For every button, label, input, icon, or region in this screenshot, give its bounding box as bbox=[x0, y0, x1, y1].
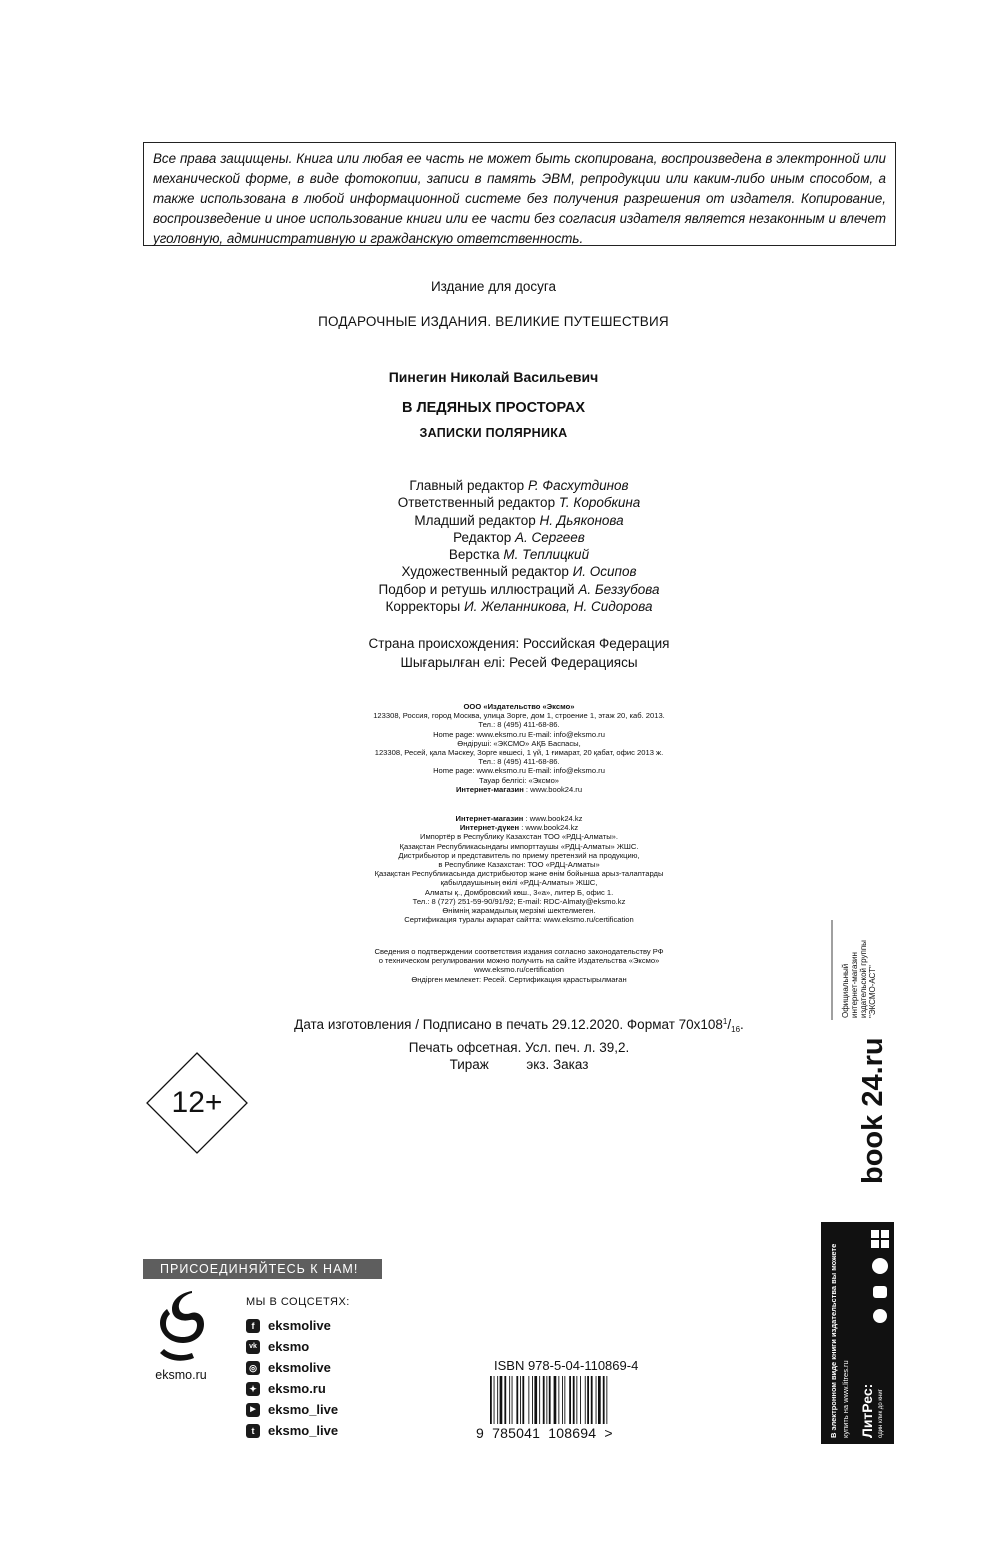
litres-brand: ЛитРес: bbox=[859, 1383, 875, 1438]
cert-line: Сведения о подтверждении соответствия издания согласно законодательству РФ bbox=[374, 947, 664, 956]
social-handle: eksmo_live bbox=[268, 1402, 339, 1417]
print-date-format: Дата изготовления / Подписано в печать 29.12.2020. Формат $70х108^1/_{16}$. bbox=[294, 1017, 744, 1034]
cert-line: о техническом регулировании можно получить на сайте Издательства «Эксмо» bbox=[378, 956, 660, 966]
instagram-icon: ◎ bbox=[246, 1361, 260, 1375]
social-item-youtube[interactable] bbox=[246, 1399, 338, 1420]
publisher-line: Тауар белгісі: «Эксмо» bbox=[478, 775, 560, 785]
social-handle: eksmolive bbox=[268, 1360, 331, 1375]
publisher-line: Тел.: 8 (495) 411-68-86. bbox=[478, 720, 560, 730]
book24-caption-line: "ЭКСМО-АСТ" bbox=[868, 965, 877, 1018]
youtube-icon: ▶ bbox=[246, 1403, 260, 1417]
shop-line: Интернет-магазин : www.book24.ru bbox=[455, 784, 583, 794]
kz-line: Алматы қ., Домбровский көш., 3«а», литер Б, офис 1. bbox=[424, 887, 614, 897]
litres-tagline: один клик до книг bbox=[878, 1389, 884, 1438]
credit-line: Подбор и ретушь иллюстраций А. Беззубова bbox=[378, 581, 660, 597]
kz-line: Дистрибьютор и представитель по приему претензий на продукцию, bbox=[398, 850, 640, 860]
credit-line: Корректоры И. Желанникова, Н. Сидорова bbox=[385, 599, 653, 615]
credit-line: Верстка М. Теплицкий bbox=[448, 547, 590, 563]
social-handle: eksmolive bbox=[268, 1318, 331, 1333]
credits bbox=[0, 477, 987, 615]
publisher-name: ООО «Издательство «Эксмо» bbox=[463, 702, 575, 711]
kz-line: Қазақстан Республикасында дистрибьютор және өнім бойынша арыз-талаптарды bbox=[374, 869, 664, 879]
credit-line: Редактор А. Сергеев bbox=[453, 529, 585, 545]
edition-type: Издание для досуга bbox=[430, 279, 557, 294]
litres-line-1: В электронном виде книги издательства вы можете bbox=[829, 1243, 838, 1438]
book24-caption-line: издательской группы bbox=[859, 940, 868, 1018]
cert-line: Өндірген мемлекет: Ресей. Сертификация қарастырылмаған bbox=[411, 974, 627, 984]
country-of-origin bbox=[0, 634, 987, 672]
publisher-line: 123308, Ресей, қала Мәскеу, Зорге көшесі, 1 үй, 1 ғимарат, 20 қабат, офис 2013 ж. bbox=[374, 748, 664, 758]
book24-badge bbox=[830, 920, 892, 1200]
shop-line: Интернет-дүкен : www.book24.kz bbox=[459, 823, 579, 833]
credit-line: Художественный редактор И. Осипов bbox=[401, 564, 637, 580]
age-rating: 12+ bbox=[171, 1086, 223, 1119]
print-sheets: Печать офсетная. Усл. печ. л. 39,2. bbox=[408, 1039, 630, 1055]
publisher-line: Home page: www.eksmo.ru E-mail: info@eksmo.ru bbox=[433, 729, 605, 739]
credit-line: Младший редактор Н. Дьяконова bbox=[414, 512, 624, 528]
book-title: В ЛЕДЯНЫХ ПРОСТОРАХ bbox=[401, 400, 586, 416]
kazakhstan-block bbox=[0, 814, 987, 924]
litres-badge bbox=[821, 1222, 894, 1444]
vk-icon: vk bbox=[246, 1340, 260, 1354]
publisher-line: Home page: www.eksmo.ru E-mail: info@eksmo.ru bbox=[433, 766, 605, 776]
publisher-line: Тел.: 8 (495) 411-68-86. bbox=[478, 757, 560, 767]
windows-icon bbox=[871, 1230, 879, 1238]
kz-line: Өнімнің жарамдылық мерзімі шектелмеген. bbox=[442, 906, 596, 916]
social-item-instagram[interactable] bbox=[246, 1357, 338, 1378]
social-handle: eksmo bbox=[268, 1339, 310, 1354]
social-item-facebook[interactable] bbox=[246, 1315, 338, 1336]
origin-ru: Страна происхождения: Российская Федерация bbox=[368, 636, 670, 651]
kz-line: Қазақстан Республикасындағы импорттаушы «РДЦ-Алматы» ЖШС. bbox=[399, 841, 639, 851]
isbn: ISBN 978-5-04-110869-4 bbox=[494, 1358, 639, 1373]
litres-line-2: купить на www.litres.ru bbox=[841, 1360, 850, 1438]
social-item-twitter[interactable] bbox=[246, 1420, 338, 1441]
twitter-icon: t bbox=[246, 1424, 260, 1438]
publisher-line: 123308, Россия, город Москва, улица Зорге, дом 1, строение 1, этаж 20, каб. 2013. bbox=[373, 711, 665, 721]
social-handle: eksmo_live bbox=[268, 1423, 339, 1438]
shop-line: Интернет-магазин : www.book24.kz bbox=[455, 814, 583, 823]
cert-line: www.eksmo.ru/certification bbox=[474, 965, 564, 975]
book24-caption-line: Официальный bbox=[841, 963, 850, 1018]
symbian-icon bbox=[872, 1258, 888, 1274]
publisher-line: Өндіруші: «ЭКСМО» АҚБ Баспасы, bbox=[457, 738, 581, 748]
kz-line: Импортёр в Республику Казахстан ТОО «РДЦ-Алматы». bbox=[419, 832, 618, 842]
publisher-block bbox=[0, 702, 987, 794]
ok-icon: ✦ bbox=[246, 1382, 260, 1396]
credit-line: Главный редактор Р. Фасхутдинов bbox=[409, 478, 629, 493]
logo-url[interactable]: eksmo.ru bbox=[155, 1368, 207, 1382]
platform-icons bbox=[871, 1230, 889, 1323]
kz-line: Сертификация туралы ақпарат сайтта: www.eksmo.ru/certification bbox=[404, 915, 634, 925]
print-run: Тираж экз. Заказ bbox=[449, 1057, 589, 1072]
origin-kz: Шығарылған елі: Ресей Федерациясы bbox=[400, 655, 638, 670]
kz-line: в Республике Казахстан: ТОО «РДЦ-Алматы» bbox=[438, 860, 600, 870]
book24-caption-line: интернет-магазин bbox=[850, 952, 859, 1018]
credit-line: Ответственный редактор Т. Коробкина bbox=[397, 495, 641, 511]
android-icon bbox=[873, 1286, 887, 1298]
kz-line: қабылдаушының өкілі «РДЦ-Алматы» ЖШС, bbox=[440, 878, 598, 888]
barcode-digits: 9 785041 108694 > bbox=[476, 1425, 613, 1441]
author-name: Пинегин Николай Васильевич bbox=[388, 369, 599, 385]
social-item-vk[interactable] bbox=[246, 1336, 338, 1357]
book24-brand: book 24.ru bbox=[857, 1037, 889, 1184]
social-item-ok[interactable] bbox=[246, 1378, 338, 1399]
litres-panel bbox=[821, 1222, 894, 1444]
social-title: МЫ В СОЦСЕТЯХ: bbox=[246, 1296, 350, 1308]
join-us-banner: ПРИСОЕДИНЯЙТЕСЬ К НАМ! bbox=[143, 1259, 382, 1279]
apple-icon bbox=[873, 1309, 887, 1323]
age-rating-badge bbox=[146, 1052, 248, 1154]
kz-line: Тел.: 8 (727) 251-59-90/91/92; E-mail: RDC-Almaty@eksmo.kz bbox=[412, 896, 626, 906]
book-subtitle: ЗАПИСКИ ПОЛЯРНИКА bbox=[419, 426, 568, 440]
social-list bbox=[246, 1315, 338, 1441]
facebook-icon: f bbox=[246, 1319, 260, 1333]
eksmo-logo-icon bbox=[150, 1289, 212, 1364]
series-name: ПОДАРОЧНЫЕ ИЗДАНИЯ. ВЕЛИКИЕ ПУТЕШЕСТВИЯ bbox=[318, 314, 669, 329]
barcode bbox=[490, 1376, 650, 1432]
social-handle: eksmo.ru bbox=[268, 1381, 326, 1396]
rights-notice: Все права защищены. Книга или любая ее часть не может быть скопирована, воспроизведена в электронной или механической форме, в виде фотокопии, записи в память ЭВМ, репродукции или каким-либо иным способом, а также использована в любой информационной системе без получения разрешения от издателя. Копирование, воспроизведение и иное использование книги или ее части без согласия издателя является незаконным и влечет уголовную, административную и гражданскую ответственность. bbox=[143, 142, 896, 246]
